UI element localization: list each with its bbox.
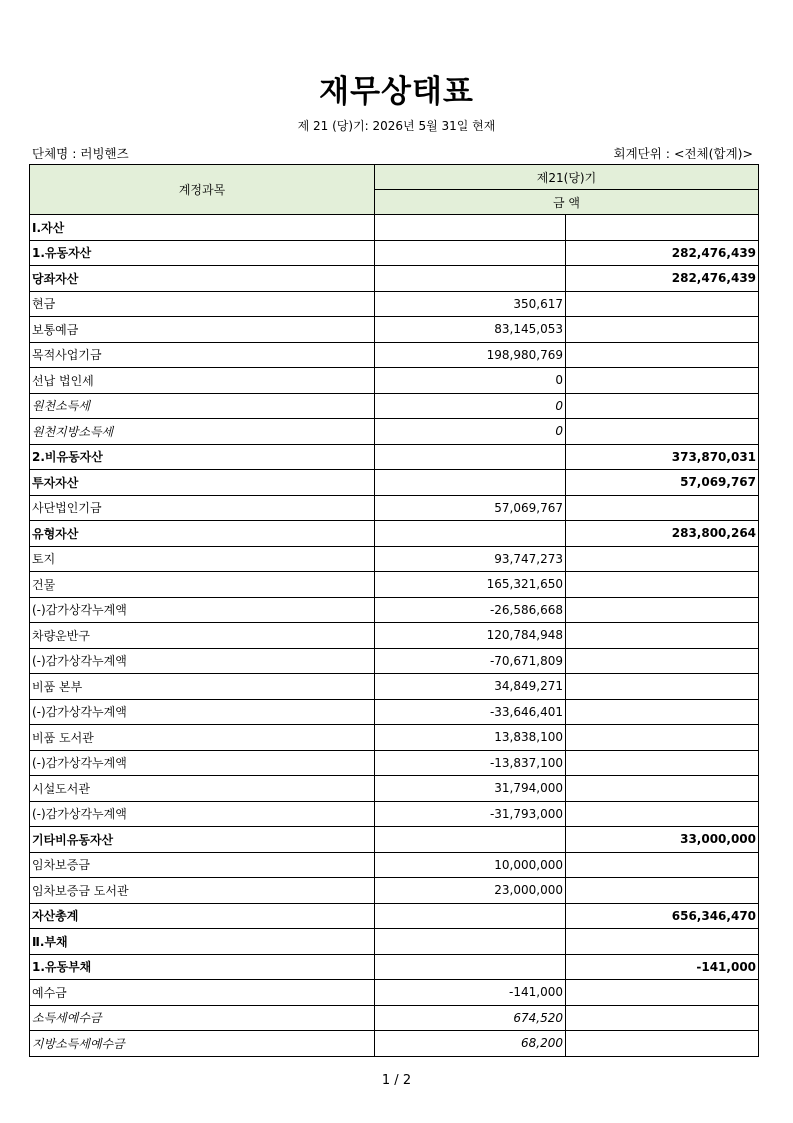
total-amount <box>566 215 759 241</box>
sub-amount <box>375 954 566 980</box>
total-amount <box>566 597 759 623</box>
table-row <box>30 240 759 266</box>
table-row <box>30 597 759 623</box>
sub-amount <box>375 444 566 470</box>
total-amount <box>566 572 759 598</box>
table-row <box>30 572 759 598</box>
table-row <box>30 878 759 904</box>
account-name: 비품 도서관 <box>30 725 375 751</box>
account-name: 투자자산 <box>30 470 375 496</box>
sub-amount: 198,980,769 <box>375 342 566 368</box>
table-row <box>30 725 759 751</box>
table-body <box>30 215 759 1057</box>
sub-amount: 23,000,000 <box>375 878 566 904</box>
sub-amount: -26,586,668 <box>375 597 566 623</box>
account-name: 기타비유동자산 <box>30 827 375 853</box>
table-row <box>30 929 759 955</box>
sub-amount <box>375 215 566 241</box>
table-row <box>30 342 759 368</box>
total-amount <box>566 750 759 776</box>
table-row <box>30 444 759 470</box>
sub-amount <box>375 929 566 955</box>
account-name: 현금 <box>30 291 375 317</box>
sub-amount: -33,646,401 <box>375 699 566 725</box>
sub-amount <box>375 903 566 929</box>
sub-amount: 0 <box>375 393 566 419</box>
header-period: 제21(당)기 <box>375 165 759 190</box>
sub-amount: 350,617 <box>375 291 566 317</box>
sub-amount: 120,784,948 <box>375 623 566 649</box>
organization-name: 단체명 : 러빙핸즈 <box>32 146 129 161</box>
document-title: 재무상태표 <box>319 74 474 110</box>
total-amount: 283,800,264 <box>566 521 759 547</box>
sub-amount: -70,671,809 <box>375 648 566 674</box>
account-name: (-)감가상각누계액 <box>30 801 375 827</box>
header-amount: 금 액 <box>375 190 759 215</box>
table-row <box>30 317 759 343</box>
sub-amount: 68,200 <box>375 1031 566 1057</box>
sub-amount: 10,000,000 <box>375 852 566 878</box>
sub-amount: 57,069,767 <box>375 495 566 521</box>
table-row <box>30 776 759 802</box>
account-name: (-)감가상각누계액 <box>30 648 375 674</box>
sub-amount: 13,838,100 <box>375 725 566 751</box>
total-amount <box>566 291 759 317</box>
account-name: 원천지방소득세 <box>30 419 375 445</box>
sub-amount: 83,145,053 <box>375 317 566 343</box>
sub-amount <box>375 240 566 266</box>
account-name: 건물 <box>30 572 375 598</box>
total-amount <box>566 393 759 419</box>
sub-amount: 34,849,271 <box>375 674 566 700</box>
sub-amount <box>375 266 566 292</box>
sub-amount: 0 <box>375 419 566 445</box>
total-amount: 282,476,439 <box>566 266 759 292</box>
total-amount <box>566 725 759 751</box>
account-name: 당좌자산 <box>30 266 375 292</box>
total-amount <box>566 495 759 521</box>
total-amount: 57,069,767 <box>566 470 759 496</box>
total-amount <box>566 929 759 955</box>
table-row <box>30 470 759 496</box>
table-row <box>30 674 759 700</box>
sub-amount: 674,520 <box>375 1005 566 1031</box>
accounting-unit: 회계단위 : <전체(합계)> <box>613 146 753 161</box>
total-amount: 282,476,439 <box>566 240 759 266</box>
total-amount <box>566 980 759 1006</box>
table-row <box>30 852 759 878</box>
total-amount <box>566 1005 759 1031</box>
sub-amount <box>375 827 566 853</box>
total-amount: -141,000 <box>566 954 759 980</box>
account-name: 목적사업기금 <box>30 342 375 368</box>
table-row <box>30 495 759 521</box>
total-amount <box>566 699 759 725</box>
table-row <box>30 699 759 725</box>
table-row <box>30 291 759 317</box>
account-name: 자산총계 <box>30 903 375 929</box>
account-name: 임차보증금 도서관 <box>30 878 375 904</box>
account-name: 지방소득세예수금 <box>30 1031 375 1057</box>
table-row <box>30 623 759 649</box>
total-amount <box>566 776 759 802</box>
table-row <box>30 419 759 445</box>
account-name: (-)감가상각누계액 <box>30 750 375 776</box>
account-name: 차량운반구 <box>30 623 375 649</box>
account-name: 시설도서관 <box>30 776 375 802</box>
account-name: (-)감가상각누계액 <box>30 699 375 725</box>
total-amount <box>566 1031 759 1057</box>
account-name: 유형자산 <box>30 521 375 547</box>
table-row <box>30 266 759 292</box>
sub-amount <box>375 470 566 496</box>
account-name: 토지 <box>30 546 375 572</box>
sub-amount: -31,793,000 <box>375 801 566 827</box>
header-account: 계정과목 <box>30 165 375 215</box>
table-row <box>30 368 759 394</box>
table-row <box>30 648 759 674</box>
account-name: (-)감가상각누계액 <box>30 597 375 623</box>
table-row <box>30 827 759 853</box>
table-row <box>30 521 759 547</box>
table-row <box>30 750 759 776</box>
sub-amount: 31,794,000 <box>375 776 566 802</box>
total-amount: 373,870,031 <box>566 444 759 470</box>
sub-amount: -13,837,100 <box>375 750 566 776</box>
account-name: 2.비유동자산 <box>30 444 375 470</box>
table-row <box>30 801 759 827</box>
total-amount <box>566 674 759 700</box>
account-name: 선납 법인세 <box>30 368 375 394</box>
account-name: Ⅰ.자산 <box>30 215 375 241</box>
total-amount <box>566 368 759 394</box>
table-row <box>30 954 759 980</box>
sub-amount: 165,321,650 <box>375 572 566 598</box>
total-amount <box>566 317 759 343</box>
account-name: 보통예금 <box>30 317 375 343</box>
sub-amount: 93,747,273 <box>375 546 566 572</box>
total-amount <box>566 801 759 827</box>
account-name: Ⅱ.부채 <box>30 929 375 955</box>
table-row <box>30 546 759 572</box>
account-name: 원천소득세 <box>30 393 375 419</box>
table-row <box>30 980 759 1006</box>
account-name: 소득세예수금 <box>30 1005 375 1031</box>
total-amount <box>566 852 759 878</box>
account-name: 예수금 <box>30 980 375 1006</box>
sub-amount: -141,000 <box>375 980 566 1006</box>
total-amount: 33,000,000 <box>566 827 759 853</box>
account-name: 임차보증금 <box>30 852 375 878</box>
table-row <box>30 215 759 241</box>
sub-amount <box>375 521 566 547</box>
table-row <box>30 393 759 419</box>
table-row <box>30 1031 759 1057</box>
total-amount <box>566 623 759 649</box>
page-number: 1 / 2 <box>381 1073 412 1088</box>
account-name: 비품 본부 <box>30 674 375 700</box>
total-amount <box>566 342 759 368</box>
total-amount <box>566 419 759 445</box>
period-line: 제 21 (당)기: 2026년 5월 31일 현재 <box>297 119 496 133</box>
table-row <box>30 1005 759 1031</box>
account-name: 1.유동부채 <box>30 954 375 980</box>
table-row <box>30 903 759 929</box>
balance-sheet-table <box>29 164 759 1057</box>
total-amount <box>566 878 759 904</box>
sub-amount: 0 <box>375 368 566 394</box>
total-amount <box>566 546 759 572</box>
total-amount <box>566 648 759 674</box>
total-amount: 656,346,470 <box>566 903 759 929</box>
account-name: 1.유동자산 <box>30 240 375 266</box>
account-name: 사단법인기금 <box>30 495 375 521</box>
